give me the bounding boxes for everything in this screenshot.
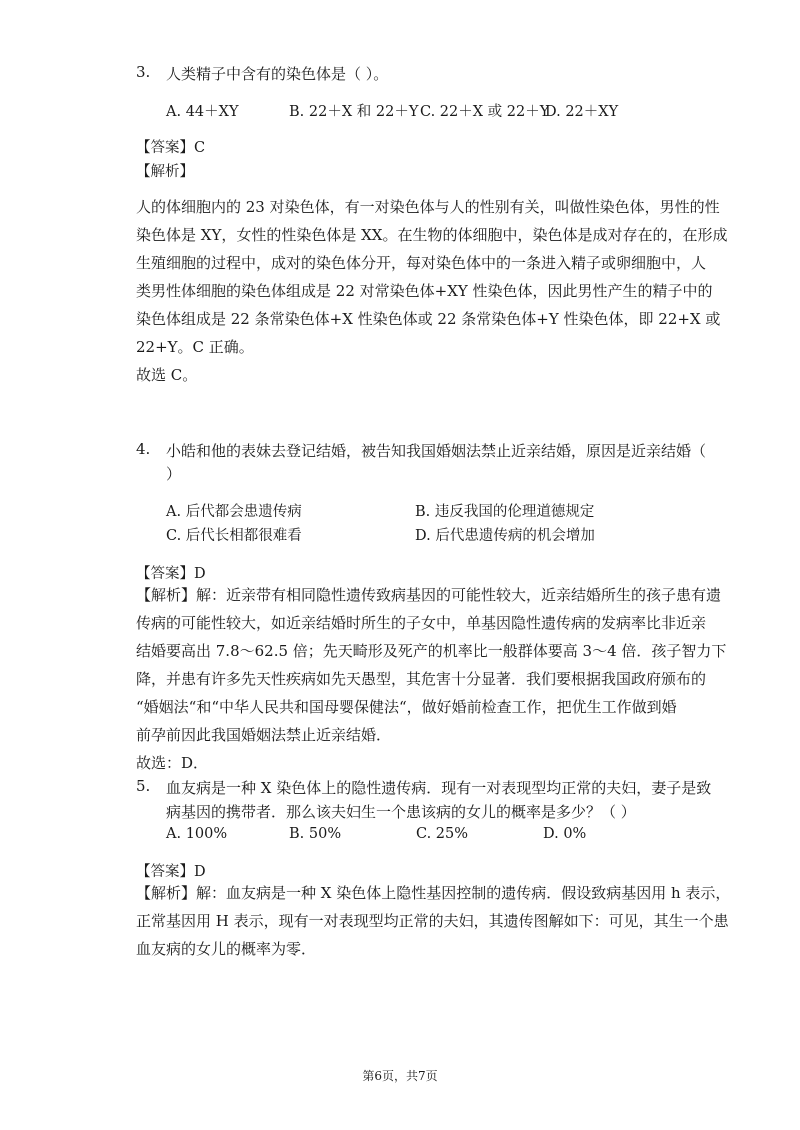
analysis-line: 故选：D． [136, 754, 209, 772]
question-3-option-c: C. 22＋X 或 22＋Y [420, 104, 550, 120]
analysis-line: 【解析】解：血友病是一种 X 染色体上隐性基因控制的遗传病．假设致病基因用 h 表示， [136, 884, 731, 902]
question-4-analysis [136, 581, 726, 777]
analysis-line: 传病的可能性较大，如近亲结婚时所生的子女中，单基因隐性遗传病的发病率比非近亲 [136, 614, 707, 632]
question-5-answer: 【答案】D [136, 864, 206, 880]
analysis-line: 染色体组成是 22 条常染色体+X 性染色体或 22 条常染色体+Y 性染色体，即 22+X 或 [136, 310, 721, 328]
question-5-option-a: A. 100% [166, 826, 228, 842]
analysis-line: 人的体细胞内的 23 对染色体，有一对染色体与人的性别有关，叫做性染色体，男性的性 [136, 198, 720, 216]
analysis-line: 类男性体细胞的染色体组成是 22 对常染色体+XY 性染色体，因此男性产生的精子中的 [136, 282, 713, 300]
question-3-option-a: A. 44＋XY [166, 104, 239, 120]
question-4-option-a: A. 后代都会患遗传病 [166, 504, 302, 520]
analysis-line: 正常基因用 H 表示，现有一对表现型均正常的夫妇，其遗传图解如下：可见，其生一个患 [136, 912, 729, 930]
analysis-line: 22+Y。C 正确。 [136, 338, 254, 356]
question-5-option-d: D. 0% [543, 826, 587, 842]
page-footer: 第6页，共7页 [362, 1069, 438, 1083]
analysis-line: 血友病的女儿的概率为零． [136, 940, 317, 958]
question-5-stem-line-2: 病基因的携带者．那么该夫妇生一个患该病的女儿的概率是多少？（ ） [166, 803, 636, 821]
question-4-option-b: B. 违反我国的伦理道德规定 [415, 504, 595, 520]
question-4-option-c: C. 后代长相都很难看 [166, 528, 302, 544]
question-4-stem-line-2: ） [166, 465, 182, 483]
analysis-line: 【解析】解：近亲带有相同隐性遗传致病基因的可能性较大，近亲结婚所生的孩子患有遗 [136, 586, 722, 604]
question-3-analysis [136, 193, 727, 389]
question-4-answer: 【答案】D [136, 566, 206, 582]
question-5-option-b: B. 50% [289, 826, 342, 842]
analysis-line: “婚姻法“和“中华人民共和国母婴保健法“，做好婚前检查工作，把优生工作做到婚 [136, 698, 677, 716]
question-4-number: 4. [136, 440, 151, 458]
question-3-answer: 【答案】C [136, 140, 206, 156]
analysis-line: 故选 C。 [136, 366, 198, 384]
analysis-line: 前孕前因此我国婚姻法禁止近亲结婚． [136, 726, 392, 744]
question-5-number: 5. [136, 777, 151, 795]
analysis-line: 生殖细胞的过程中，成对的染色体分开，每对染色体中的一条进入精子或卵细胞中，人 [136, 254, 707, 272]
question-3-number: 3. [136, 63, 151, 81]
question-3-stem: 人类精子中含有的染色体是（ ）。 [166, 65, 389, 83]
analysis-line: 降，并患有许多先天性疾病如先天愚型，其危害十分显著．我们要根据我国政府颁布的 [136, 670, 707, 688]
question-4-option-d: D. 后代患遗传病的机会增加 [415, 528, 595, 544]
analysis-line: 结婚要高出 7.8～62.5 倍；先天畸形及死产的机率比一般群体要高 3～4 倍．孩子智力下 [136, 642, 727, 660]
question-5-option-c: C. 25% [416, 826, 469, 842]
question-5-analysis [136, 879, 730, 963]
question-5-stem-line-1: 血友病是一种 X 染色体上的隐性遗传病．现有一对表现型均正常的夫妇，妻子是致 [166, 779, 712, 797]
question-3-option-b: B. 22＋X 和 22＋Y [289, 104, 419, 120]
question-3-option-d: D. 22＋XY [545, 104, 619, 120]
question-4-stem-line-1: 小皓和他的表妹去登记结婚，被告知我国婚姻法禁止近亲结婚，原因是近亲结婚（ [166, 442, 707, 460]
question-3-analysis-label: 【解析】 [136, 164, 194, 180]
analysis-line: 染色体是 XY，女性的性染色体是 XX。在生物的体细胞中，染色体是成对存在的，在形成 [136, 226, 728, 244]
